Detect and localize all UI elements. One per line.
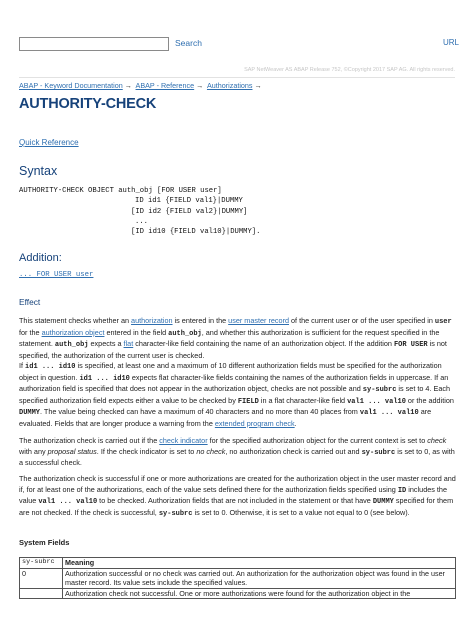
syntax-line-3: [ID id2 {FIELD val2}|DUMMY] (131, 208, 248, 216)
extended-program-check-link[interactable]: extended program check (214, 418, 295, 428)
table-cell-code (20, 588, 63, 599)
breadcrumb-separator: → (254, 81, 262, 90)
check-indicator-link[interactable]: check indicator (159, 436, 208, 445)
quick-reference-link[interactable]: Quick Reference (19, 138, 79, 147)
table-header-row (20, 558, 456, 569)
user-master-record-link[interactable]: user master record (228, 316, 290, 325)
table-row (20, 568, 456, 588)
addition-heading: Addition: (19, 252, 62, 264)
table-cell-code: 0 (20, 568, 63, 588)
breadcrumb-separator: → (196, 81, 204, 90)
table-header-cell: sy-subrc (20, 558, 63, 569)
table-cell-meaning: Authorization check not successful. One or more authorizations were found for the authorization object in the (63, 588, 456, 599)
page-title: AUTHORITY-CHECK (19, 96, 157, 112)
flat-link[interactable]: flat (123, 339, 134, 349)
breadcrumb-item-authorizations[interactable]: Authorizations (206, 81, 253, 90)
syntax-heading: Syntax (19, 164, 58, 178)
table-row (20, 588, 456, 599)
authorization-object-link[interactable]: authorization object (41, 327, 105, 337)
divider (19, 77, 455, 78)
effect-paragraph-4: The authorization check is successful if one or more authorizations are created for the authorization object in the user master record and if, for at least one of the authorizations, each of the value sets defined there for the authorization fields specified using ID includes the value val1 ... val10 to be checked. Authorization fields that are not included in the statement or that have DUMMY specified for them are not checked. If the check is successful, sy-subrc is set to 0. Otherwise, it is set to a value not equal to 0 (see below). (19, 474, 456, 518)
syntax-line-4: ... (135, 218, 148, 226)
table-header-cell: Meaning (63, 558, 456, 569)
breadcrumb-item-abap-reference[interactable]: ABAP - Reference (135, 81, 195, 90)
table-cell-meaning: Authorization successful or no check was carried out. An authorization for the authorization object was found in the user master record. Its value sets include the specified values. (63, 568, 456, 588)
system-fields-table (19, 557, 456, 599)
effect-paragraph-3: The authorization check is carried out if the check indicator for the specified authorization object for the current context is set to check with any proposal status. If the check indicator is set to no check, no authorization check is carried out and sy-subrc is set to 0, as with a successful check. (19, 436, 455, 468)
authorization-link[interactable]: authorization (131, 316, 173, 325)
header-bar (0, 0, 474, 62)
breadcrumb-item-keyword-documentation[interactable]: ABAP - Keyword Documentation (19, 81, 123, 90)
copyright-notice: SAP NetWeaver AS ABAP Release 752, ©Copyright 2017 SAP AG. All rights reserved. (244, 67, 455, 73)
system-fields-heading: System Fields (19, 538, 70, 547)
effect-heading: Effect (19, 297, 41, 307)
syntax-line-5: [ID id10 {FIELD val10}|DUMMY]. (131, 228, 261, 236)
search-button[interactable]: Search (175, 38, 202, 48)
search-input[interactable] (19, 37, 169, 51)
effect-paragraph-1: This statement checks whether an authorization is entered in the user master record of the current user or of the user specified in user for the authorization object entered in the field auth_obj, and whether this authorization is sufficient for the request specified in the statement. auth_obj expects a flat character-like field containing the name of an authorization object. If the addition FOR USER is not specified, the authorization of the current user is checked. (19, 316, 452, 360)
addition-for-user-link[interactable]: ... FOR USER user (19, 271, 94, 279)
breadcrumb-separator: → (124, 81, 132, 90)
syntax-line-1: AUTHORITY-CHECK OBJECT auth_obj [FOR USER user] (19, 187, 222, 195)
url-link[interactable]: URL (443, 38, 460, 47)
effect-paragraph-2: If id1 ... id10 is specified, at least one and a maximum of 10 different authorization fields must be specified for the authorization object in question. id1 ... id10 expects flat character-like fields containing the names of the authorization fields in uppercase. If an authorization field is specified that does not appear in the authorization object, checks are not possible and sy-subrc is set to 4. Each specified authorization field expects either a value to be checked by FIELD in a flat character-like field val1 ... val10 or the addition DUMMY. The value being checked can have a maximum of 40 characters and no more than 40 places from val1 ... val10 are evaluated. Fields that are longer produce a warning from the extended program check. (19, 361, 454, 428)
syntax-line-2: ID id1 {FIELD val1}|DUMMY (135, 197, 243, 205)
breadcrumb (19, 81, 264, 90)
